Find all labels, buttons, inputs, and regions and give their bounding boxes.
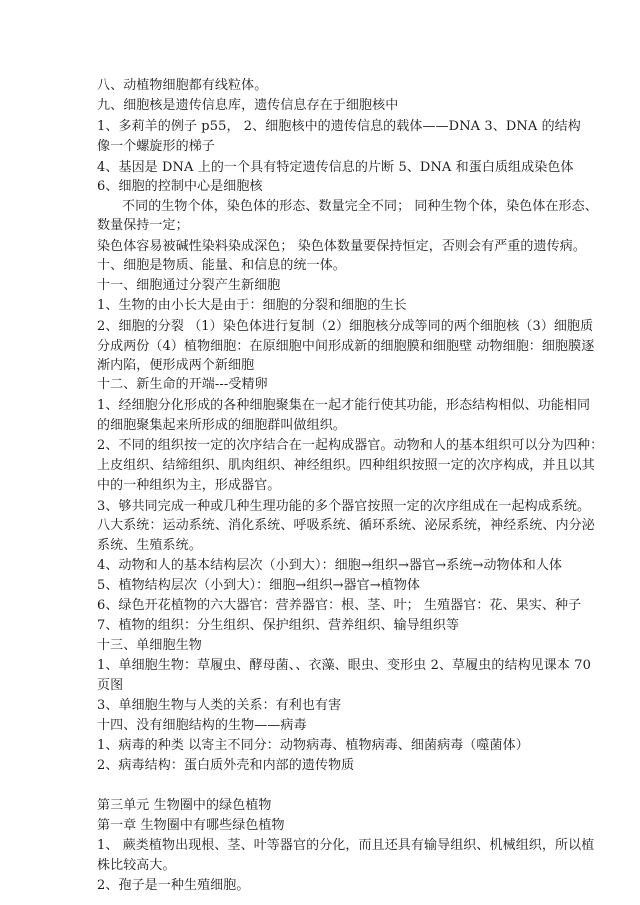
chapter-1-title: 第一章 生物圈中有哪些绿色植物 xyxy=(97,818,285,833)
paragraph-line: 渐内陷，便形成两个新细胞 xyxy=(97,358,255,373)
paragraph-line: 株比较高大。 xyxy=(97,858,176,873)
paragraph-line: 5、植物结构层次（小到大）：细胞→组织→器官→植物体 xyxy=(97,578,421,593)
paragraph-line: 染色体容易被碱性染料染成深色； 染色体数量要保持恒定，否则会有严重的遗传病。 xyxy=(97,239,586,254)
paragraph-line: 分成两份（4）植物细胞：在原细胞中间形成新的细胞膜和细胞壁 动物细胞：细胞膜逐 xyxy=(97,339,595,354)
paragraph-line: 3、单细胞生物与人类的关系：有利也有害 xyxy=(97,698,342,713)
paragraph-line: 2、病毒结构：蛋白质外壳和内部的遗传物质 xyxy=(97,758,355,773)
section-9-heading: 九、细胞核是遗传信息库，遗传信息存在于细胞核中 xyxy=(97,98,399,113)
section-11-heading: 十一、细胞通过分裂产生新细胞 xyxy=(97,278,281,293)
unit-3-title: 第三单元 生物圈中的绿色植物 xyxy=(97,798,272,813)
paragraph-line: 2、孢子是一种生殖细胞。 xyxy=(97,878,250,893)
paragraph-line: 上皮组织、结缔组织、肌肉组织、神经组织。四种组织按照一定的次序构成，并且以其 xyxy=(97,458,595,473)
paragraph-line: 1、病毒的种类 以寄主不同分：动物病毒、植物病毒、细菌病毒（噬菌体） xyxy=(97,738,529,753)
paragraph-line: 1、多莉羊的例子 p55， 2、细胞核中的遗传信息的载体——DNA 3、DNA 的结构 xyxy=(97,119,581,134)
paragraph-line: 1、单细胞生物：草履虫、酵母菌、、衣藻、眼虫、变形虫 2、草履虫的结构见课本 70 xyxy=(97,658,591,673)
section-10-heading: 十、细胞是物质、能量、和信息的统一体。 xyxy=(97,258,346,273)
paragraph-line: 3、够共同完成一种或几种生理功能的多个器官按照一定的次序组成在一起构成系统。 xyxy=(97,499,591,514)
section-8-heading: 八、动植物细胞都有线粒体。 xyxy=(97,78,268,93)
paragraph-line: 2、不同的组织按一定的次序结合在一起构成器官。动物和人的基本组织可以分为四种： xyxy=(97,438,604,453)
paragraph-line: 像一个螺旋形的梯子 xyxy=(97,139,215,154)
section-14-heading: 十四、没有细胞结构的生物——病毒 xyxy=(97,718,307,733)
paragraph-line: 6、细胞的控制中心是细胞核 xyxy=(97,179,263,194)
section-12-heading: 十二、新生命的开端---受精卵 xyxy=(97,377,268,392)
paragraph-line: 的细胞聚集起来所形成的细胞群叫做组织。 xyxy=(97,418,346,433)
paragraph-line: 八大系统：运动系统、消化系统、呼吸系统、循环系统、泌尿系统，神经系统、内分泌 xyxy=(97,518,595,533)
paragraph-line: 1、生物的由小长大是由于：细胞的分裂和细胞的生长 xyxy=(97,298,407,313)
paragraph-line: 1、 蕨类植物出现根、茎、叶等器官的分化，而且还具有输导组织、机械组织，所以植 xyxy=(97,838,595,853)
paragraph-line: 2、细胞的分裂 （1）染色体进行复制（2）细胞核分成等同的两个细胞核（3）细胞质 xyxy=(97,319,594,334)
section-13-heading: 十三、单细胞生物 xyxy=(97,638,202,653)
paragraph-line: 不同的生物个体，染色体的形态、数量完全不同； 同种生物个体，染色体在形态、 xyxy=(122,199,598,214)
paragraph-line: 1、经细胞分化形成的各种细胞聚集在一起才能行使其功能，形态结构相似、功能相同 xyxy=(97,398,591,413)
paragraph-line: 7、植物的组织：分生组织、保护组织、营养组织、输导组织等 xyxy=(97,618,460,633)
paragraph-line: 页图 xyxy=(97,678,124,693)
paragraph-line: 系统、生殖系统。 xyxy=(97,538,202,553)
paragraph-line: 4、动物和人的基本结构层次（小到大）：细胞→组织→器官→系统→动物体和人体 xyxy=(97,558,563,573)
paragraph-line: 数量保持一定； xyxy=(97,218,189,233)
paragraph-line: 中的一种组织为主，形成器官。 xyxy=(97,478,281,493)
paragraph-line: 4、基因是 DNA 上的一个具有特定遗传信息的片断 5、DNA 和蛋白质组成染色体 xyxy=(97,160,574,175)
paragraph-line: 6、绿色开花植物的六大器官：营养器官：根、茎、叶； 生殖器官：花、果实、种子 xyxy=(97,598,582,613)
